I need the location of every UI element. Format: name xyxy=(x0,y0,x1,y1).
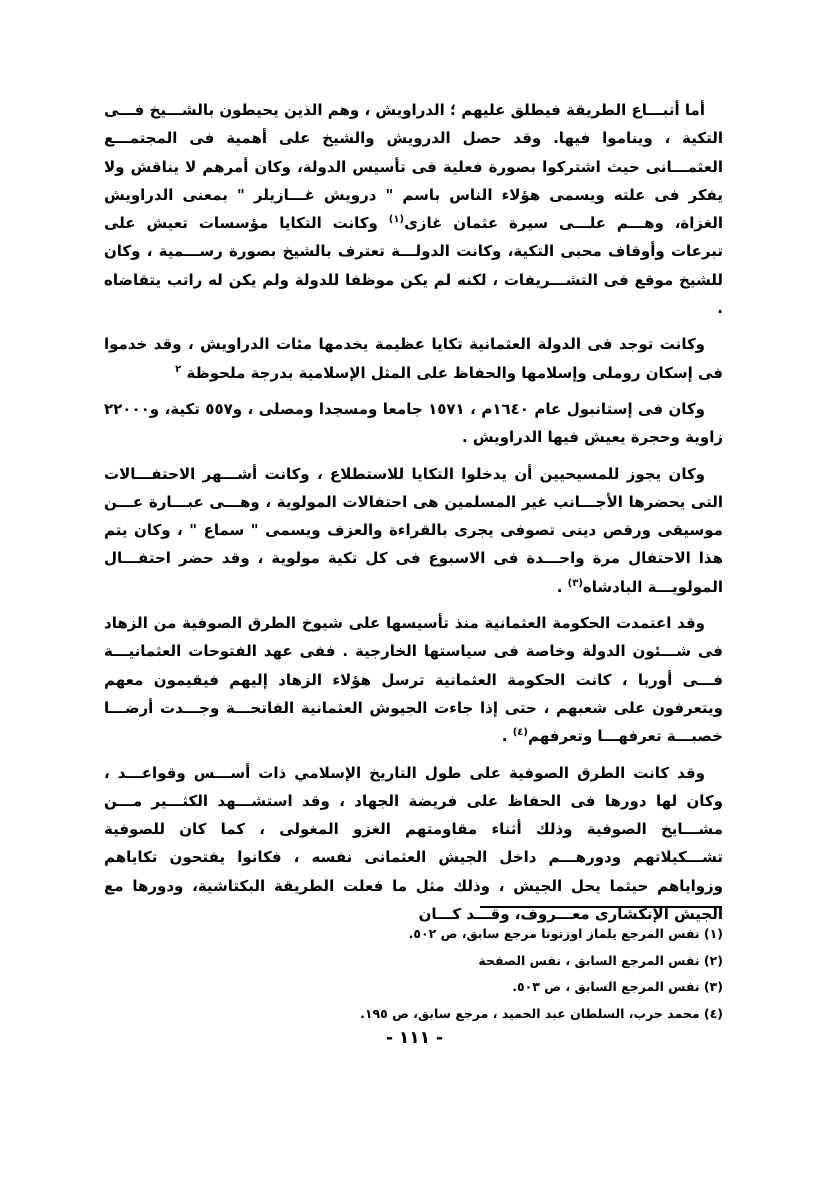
footnote-ref-4: (٤) xyxy=(512,727,528,739)
page-number: - ١١١ - xyxy=(385,1028,444,1048)
paragraph-5: وقد اعتمدت الحكومة العثمانية منذ تأسيسها على شيوخ الطرق الصوفية من الزهاد فى شـــئون الدولة وخاصة فى سياستها الخارجية . ففى عهد الفتوحات العثمانيـــة فـــى أوربا ، كانت الحكومة العثمانية ترسل هؤلاء الزهاد إليهم فيقيمون معهم ويتعرفون على شعبهم ، حتى إذا جاءت الجيوش العثمانية الفاتحـــة وجـــدت أرضـــا خصبـــة تعرفهـــا وتعرفهم$^{(٤)}$ . xyxy=(104,614,723,746)
footnote-divider xyxy=(480,906,722,908)
footnote-ref-3: (٣) xyxy=(567,577,583,589)
footnote-1: (١) نفس المرجع يلماز اوزتونا مرجع سابق، ص ٥٠٢. xyxy=(408,926,723,941)
footnote-ref-1: (١) xyxy=(388,214,405,226)
body-text xyxy=(104,96,723,928)
footnote-3: (٣) نفس المرجع السابق ، ص ٥٠٣. xyxy=(512,979,723,994)
footnotes xyxy=(300,921,723,1027)
paragraph-6: وقد كانت الطرق الصوفية على طول التاريخ الإسلامي ذات أســـس وقواعـــد ، وكان لها دورها فى الحفاظ على فريضة الجهاد ، وقد استشـــهد الكثـــير مـــن مشـــايخ الصوفية وذلك أثناء مقاومتهم الغزو المغولى ، كما كان للصوفية تشـــكيلاتهم ودورهـــم داخل الجيش العثمانى نفسه ، فكانوا يفتحون تكاياهم وزواياهم حيثما يحل الجيش ، وذلك مثل ما فعلت الطريقة البكتاشية، ودورها مع الجيش الإنكشارى معـــروف، وقـــد كـــان xyxy=(104,763,723,924)
footnote-2: (٢) نفس المرجع السابق ، نفس الصفحة xyxy=(478,952,723,968)
footnote-4: (٤) محمد حرب، السلطان عبد الحميد ، مرجع سابق، ص ١٩٥. xyxy=(360,1005,723,1021)
paragraph-4: وكان يجوز للمسيحيين أن يدخلوا التكايا للاستطلاع ، وكانت أشـــهر الاحتفـــالات التى يحضرها الأجـــانب غير المسلمين هى احتفالات المولوية ، وهـــى عبـــارة عـــن موسيقى ورقص دينى تصوفى يجرى بالقراءة والعزف ويسمى " سماع " ، وكان يتم هذا الاحتفال مرة واحـــدة فى الاسبوع فى كل تكية مولوية ، وقد حضر احتفـــال المولويـــة البادشاه$^{(٣)}$ . xyxy=(104,464,723,596)
paragraph-3: وكان فى إستانبول عام ١٦٤٠م ، ١٥٧١ جامعا ومسجدا ومصلى ، و٥٥٧ تكية، و٢٢٠٠٠ زاوية وحجرة يعيش فيها الدراويش . xyxy=(104,399,723,447)
paragraph-1: أما أتبـــاع الطريقة فيطلق عليهم ؛ الدراويش ، وهم الذين يحيطون بالشـــيخ فـــى التكية ، ويناموا فيها. وقد حصل الدرويش والشيخ على أهمية فى المجتمـــع العثمـــانى حيث اشتركوا بصورة فعلية فى تأسيس الدولة، وكان أمرهم لا يناقش ولا يفكر فى علته ويسمى هؤلاء الناس باسم " درويش غـــازيلر " بمعنى الدراويش الغزاة، وهـــم علـــى سيرة عثمان غازى$^{(١)}$ وكانت التكايا مؤسسات تعيش على تبرعات وأوقاف محبى التكية، وكانت الدولـــة تعترف بالشيخ بصورة رســـمية ، وكان للشيخ موقع فى التشـــريفات ، لكنه لم يكن موظفا للدولة ولم يكن له راتب يتقاضاه . xyxy=(104,101,723,318)
footnote-ref-2: ٢ xyxy=(175,363,182,375)
paragraph-2: وكانت توجد فى الدولة العثمانية تكايا عظيمة يخدمها مئات الدراويش ، وقد خدموا فى إسكان روملى وإسلامها والحفاظ على المثل الإسلامية بدرجة ملحوظة $^٢$ xyxy=(104,335,723,382)
